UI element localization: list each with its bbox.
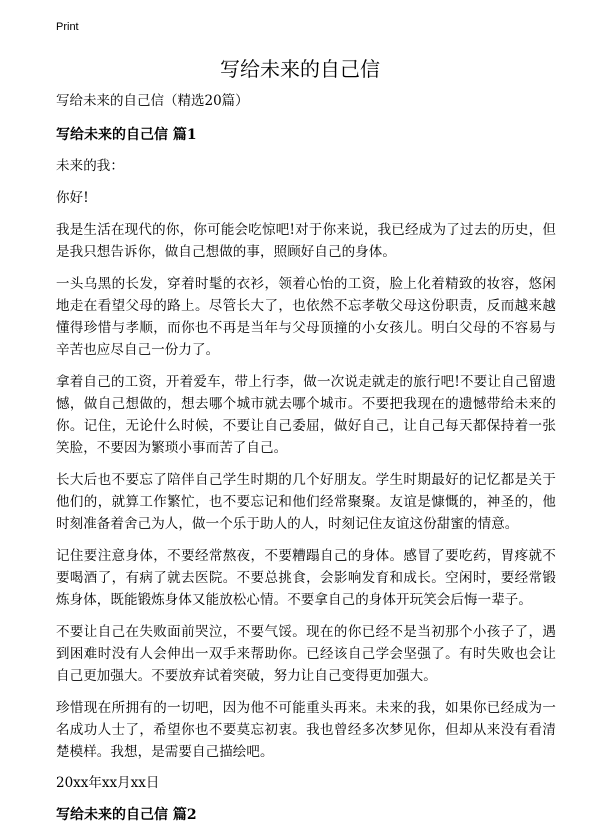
page-title: 写给未来的自己信 [220, 57, 380, 81]
paragraph: 记住要注意身体，不要经常熬夜，不要糟蹋自己的身体。感冒了要吃药，胃疼就不要喝酒了，有病了就去医院。不要总挑食，会影响发育和成长。空闲时，要经常锻炼身体，既能锻炼身体又能放松心情。不要拿自己的身体开玩笑会后悔一辈子。 [56, 548, 556, 608]
document-subtitle: 写给未来的自己信（精选20篇） [56, 93, 249, 109]
section-heading-2: 写给未来的自己信 篇2 [56, 807, 197, 823]
greeting: 你好! [56, 190, 89, 206]
paragraph: 我是生活在现代的你，你可能会吃惊吧!对于你来说，我已经成为了过去的历史，但是我只想告诉你，做自己想做的事，照顾好自己的身体。 [56, 222, 556, 260]
paragraph: 拿着自己的工资，开着爱车，带上行李，做一次说走就走的旅行吧!不要让自己留遗憾，做自己想做的，想去哪个城市就去哪个城市。不要把我现在的遗憾带给未来的你。记住，无论什么时候，不要让自己委屈，做好自己，让自己每天都保持着一张笑脸，不要因为繁琐小事而苦了自己。 [56, 374, 556, 456]
paragraph: 不要让自己在失败面前哭泣，不要气馁。现在的你已经不是当初那个小孩子了，遇到困难时没有人会伸出一双手来帮助你。已经该自己学会坚强了。有时失败也会让自己更加强大。不要放弃试着突破，努力让自己变得更加强大。 [56, 624, 556, 684]
paragraph: 长大后也不要忘了陪伴自己学生时期的几个好朋友。学生时期最好的记忆都是关于他们的，就算工作繁忙，也不要忘记和他们经常聚聚。友谊是慷慨的，神圣的，他时刻准备着舍己为人，做一个乐于助人的人，时刻记住友谊这份甜蜜的情意。 [56, 472, 556, 532]
paragraph: 一头乌黑的长发，穿着时髦的衣衫，领着心怡的工资，脸上化着精致的妆容，悠闲地走在看望父母的路上。尽管长大了，也依然不忘孝敬父母这份职责，反而越来越懂得珍惜与孝顺，而你也不再是当年与父母顶撞的小女孩儿。明白父母的不容易与辛苦也应尽自己一份力了。 [56, 276, 556, 358]
paragraph: 珍惜现在所拥有的一切吧，因为他不可能重头再来。未来的我，如果你已经成为一名成功人士了，希望你也不要莫忘初衷。我也曾经多次梦见你，但却从来没有看清楚模样。我想，是需要自己描绘吧。 [56, 700, 556, 760]
document-body [56, 91, 556, 835]
section-heading-1: 写给未来的自己信 篇1 [56, 127, 197, 143]
print-link[interactable]: Print [56, 21, 79, 33]
salutation: 未来的我： [56, 158, 124, 174]
date-line: 20xx年xx月xx日 [56, 775, 160, 791]
